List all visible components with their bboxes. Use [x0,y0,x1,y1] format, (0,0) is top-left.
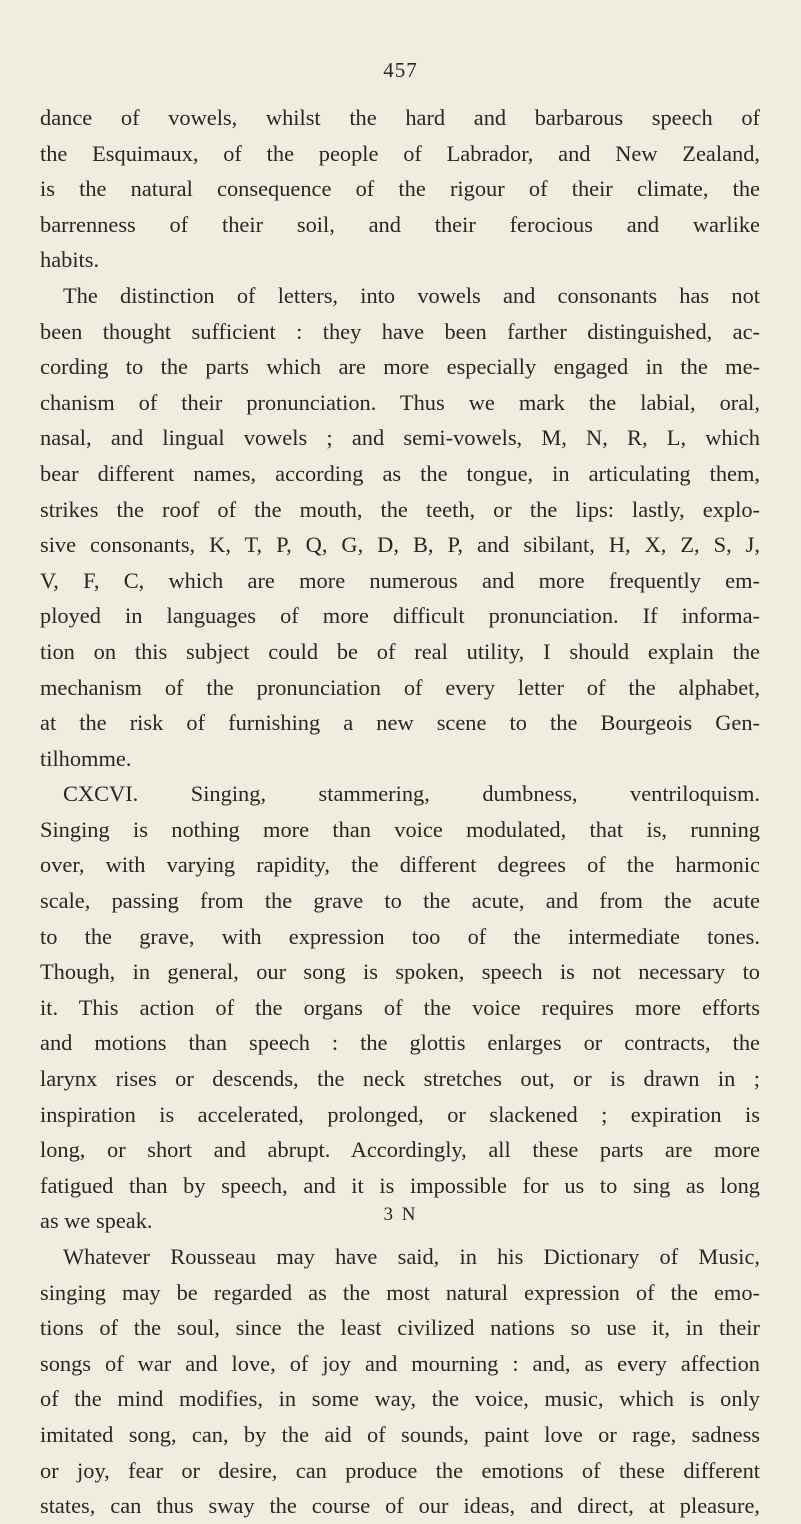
text-line: inspiration is accelerated, prolonged, or slackened ; expiration is [40,1101,760,1127]
text-line: Though, in general, our song is spoken, speech is not necessary to [40,959,760,985]
text-line: imitated song, can, by the aid of sounds, paint love or rage, sadness [40,1421,760,1447]
text-line: it. This action of the organs of the voice requires more efforts [40,994,760,1020]
text-line: cording to the parts which are more especially engaged in the me- [40,354,760,380]
text-line: barrenness of their soil, and their ferocious and warlike [40,211,760,237]
text-line: scale, passing from the grave to the acute, and from the acute [40,888,760,914]
text-line: chanism of their pronunciation. Thus we mark the labial, oral, [40,389,760,415]
text-line: bear different names, according as the tongue, in articulating them, [40,460,760,486]
page-number: 457 [383,58,418,82]
signature-mark: 3 N [383,1204,418,1225]
text-line: tilhomme. [40,745,132,771]
text-line: strikes the roof of the mouth, the teeth, or the lips: lastly, explo- [40,496,760,522]
text-line: to the grave, with expression too of the intermediate tones. [40,923,760,949]
section-heading: CXCVI. Singing, stammering, dumbness, ventriloquism. [63,781,760,807]
text-line: tion on this subject could be of real utility, I should explain the [40,638,760,664]
text-line: of the mind modifies, in some way, the voice, music, which is only [40,1386,760,1412]
text-line: and motions than speech : the glottis enlarges or contracts, the [40,1030,760,1056]
text-line: V, F, C, which are more numerous and more frequently em- [40,567,760,593]
text-line: Singing is nothing more than voice modulated, that is, running [40,816,760,842]
text-line: over, with varying rapidity, the different degrees of the harmonic [40,852,760,878]
text-line: mechanism of the pronunciation of every letter of the alphabet, [40,674,760,700]
text-line: singing may be regarded as the most natural expression of the emo- [40,1279,760,1305]
text-line: tions of the soul, since the least civilized nations so use it, in their [40,1315,760,1341]
body-text [40,100,760,1524]
text-line: as we speak. [40,1208,153,1234]
text-line: the Esquimaux, of the people of Labrador, and New Zealand, [40,140,760,166]
text-line: or joy, fear or desire, can produce the emotions of these different [40,1457,760,1483]
paragraph-start-line: The distinction of letters, into vowels and consonants has not [63,282,760,308]
text-line: sive consonants, K, T, P, Q, G, D, B, P, and sibilant, H, X, Z, S, J, [40,532,760,558]
text-line: long, or short and abrupt. Accordingly, all these parts are more [40,1137,760,1163]
text-line: habits. [40,247,100,273]
paragraph-start-line: Whatever Rousseau may have said, in his Dictionary of Music, [63,1244,760,1269]
text-line: dance of vowels, whilst the hard and barbarous speech of [40,105,760,130]
text-line: at the risk of furnishing a new scene to the Bourgeois Gen- [40,710,760,736]
text-line: nasal, and lingual vowels ; and semi-vowels, M, N, R, L, which [40,425,760,451]
text-line: states, can thus sway the course of our ideas, and direct, at pleasure, [40,1493,760,1519]
text-line: larynx rises or descends, the neck stretches out, or is drawn in ; [40,1066,760,1092]
text-line: is the natural consequence of the rigour of their climate, the [40,176,760,202]
text-line: songs of war and love, of joy and mourning : and, as every affection [40,1350,760,1376]
text-line: ployed in languages of more difficult pronunciation. If informa- [40,603,760,629]
text-line: fatigued than by speech, and it is impossible for us to sing as long [40,1172,760,1198]
text-line: been thought sufficient : they have been farther distinguished, ac- [40,318,760,344]
